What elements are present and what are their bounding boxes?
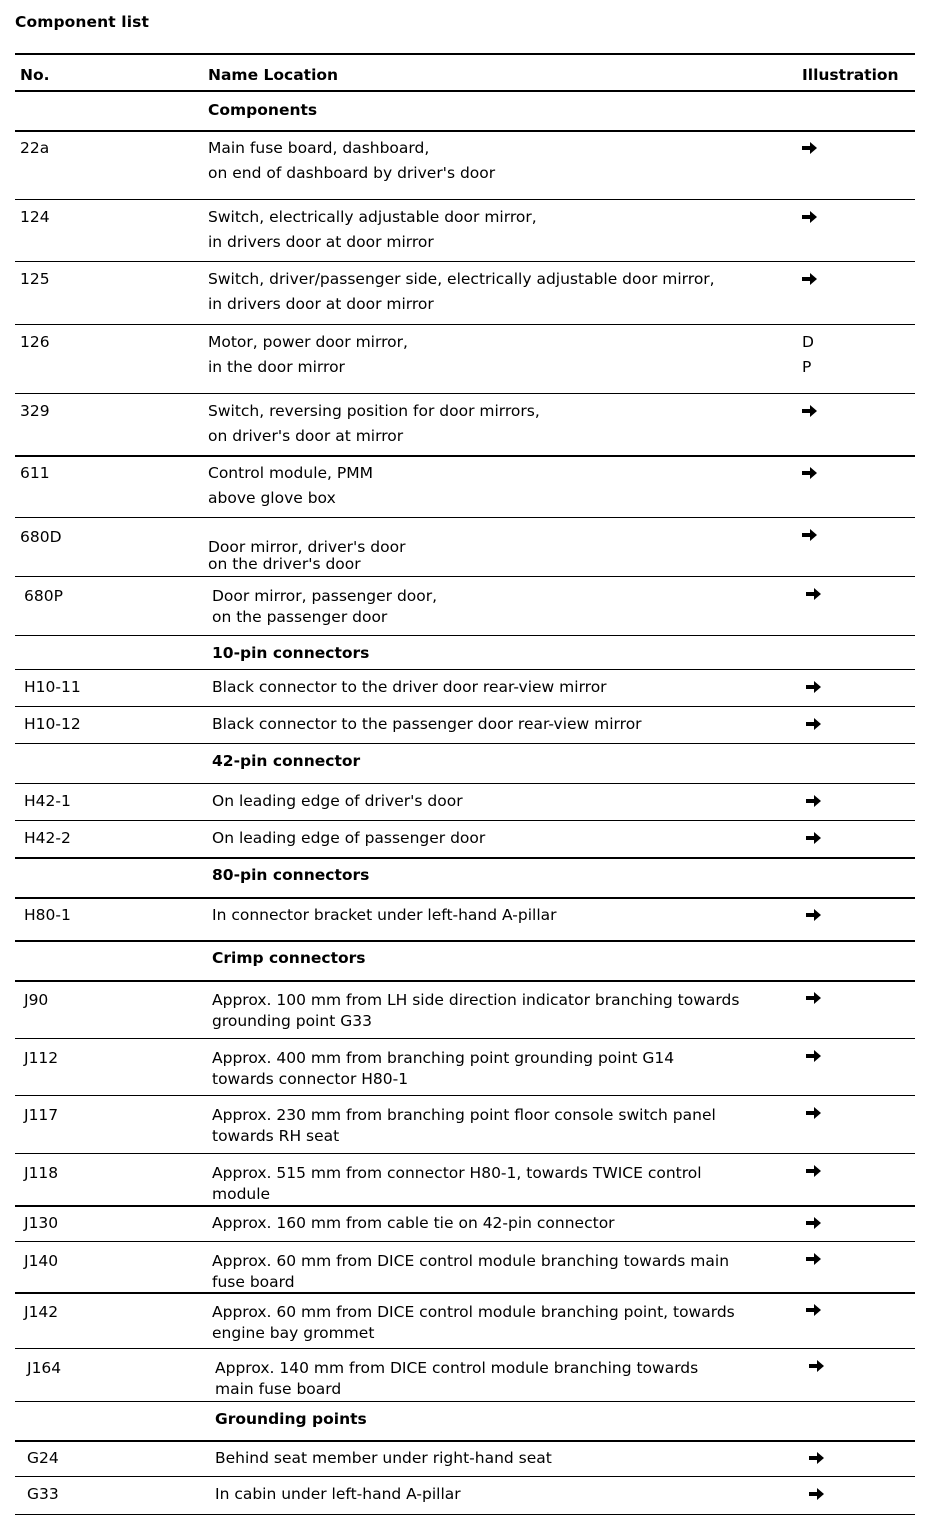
right-arrow-icon[interactable] <box>809 1449 825 1461</box>
name-location-line: On leading edge of passenger door <box>212 829 486 847</box>
row-divider <box>15 90 915 92</box>
name-location-line: fuse board <box>212 1273 295 1291</box>
section-heading: Components <box>208 101 318 119</box>
name-location-line: module <box>212 1185 271 1203</box>
row-divider <box>15 261 915 262</box>
right-arrow-icon[interactable] <box>809 1357 825 1369</box>
name-location-line: Approx. 160 mm from cable tie on 42-pin connector <box>212 1214 615 1232</box>
section-heading: Grounding points <box>215 1410 367 1428</box>
component-number: G24 <box>27 1449 59 1467</box>
name-location-line: on end of dashboard by driver's door <box>208 164 496 182</box>
right-arrow-icon[interactable] <box>802 139 818 151</box>
right-arrow-icon[interactable] <box>802 270 818 282</box>
name-location-line: Control module, PMM <box>208 464 373 482</box>
section-heading: Crimp connectors <box>212 949 366 967</box>
name-location-line: On leading edge of driver's door <box>212 792 463 810</box>
row-divider <box>15 199 915 200</box>
right-arrow-icon[interactable] <box>806 829 822 841</box>
right-arrow-icon[interactable] <box>806 585 822 597</box>
name-location-line: towards RH seat <box>212 1127 340 1145</box>
row-divider <box>15 857 915 859</box>
name-location-line: Door mirror, driver's door <box>208 538 406 556</box>
row-divider <box>15 1095 915 1096</box>
name-location-line: above glove box <box>208 489 336 507</box>
illustration-link-p[interactable]: P <box>802 358 812 376</box>
component-number: J164 <box>27 1359 62 1377</box>
name-location-line: on the driver's door <box>208 555 361 573</box>
name-location-line: Approx. 230 mm from branching point floor console switch panel <box>212 1106 716 1124</box>
component-number: H80-1 <box>24 906 71 924</box>
component-number: 680D <box>20 528 62 546</box>
row-divider <box>15 1476 915 1477</box>
component-number: J117 <box>24 1106 59 1124</box>
row-divider <box>15 130 915 132</box>
component-number: 329 <box>20 402 50 420</box>
name-location-line: Main fuse board, dashboard, <box>208 139 430 157</box>
component-number: J140 <box>24 1252 59 1270</box>
component-number: H42-1 <box>24 792 71 810</box>
name-location-line: Black connector to the passenger door rear-view mirror <box>212 715 642 733</box>
right-arrow-icon[interactable] <box>809 1485 825 1497</box>
row-divider <box>15 1241 915 1242</box>
name-location-line: Approx. 60 mm from DICE control module branching point, towards <box>212 1303 735 1321</box>
name-location-line: Black connector to the driver door rear-view mirror <box>212 678 607 696</box>
component-number: 611 <box>20 464 50 482</box>
right-arrow-icon[interactable] <box>806 1250 822 1262</box>
row-divider <box>15 1153 915 1154</box>
right-arrow-icon[interactable] <box>802 208 818 220</box>
right-arrow-icon[interactable] <box>806 678 822 690</box>
name-location-line: Switch, reversing position for door mirrors, <box>208 402 540 420</box>
component-number: H10-12 <box>24 715 81 733</box>
name-location-line: Switch, driver/passenger side, electrically adjustable door mirror, <box>208 270 715 288</box>
right-arrow-icon[interactable] <box>806 906 822 918</box>
right-arrow-icon[interactable] <box>806 1162 822 1174</box>
name-location-line: Approx. 60 mm from DICE control module branching towards main <box>212 1252 730 1270</box>
row-divider <box>15 455 915 457</box>
name-location-line: in drivers door at door mirror <box>208 233 434 251</box>
row-divider <box>15 1038 915 1039</box>
column-header-name-location: Name Location <box>208 66 339 84</box>
row-divider <box>15 706 915 707</box>
row-divider <box>15 897 915 899</box>
row-divider <box>15 743 915 744</box>
row-divider <box>15 820 915 821</box>
name-location-line: engine bay grommet <box>212 1324 375 1342</box>
name-location-line: In connector bracket under left-hand A-pillar <box>212 906 557 924</box>
name-location-line: grounding point G33 <box>212 1012 372 1030</box>
right-arrow-icon[interactable] <box>806 1214 822 1226</box>
row-divider <box>15 576 915 577</box>
row-divider <box>15 1348 915 1349</box>
row-divider <box>15 324 915 325</box>
component-number: J118 <box>24 1164 59 1182</box>
name-location-line: towards connector H80-1 <box>212 1070 409 1088</box>
component-number: H42-2 <box>24 829 71 847</box>
row-divider <box>15 1292 915 1294</box>
component-number: H10-11 <box>24 678 81 696</box>
column-header-no: No. <box>20 66 50 84</box>
page-title: Component list <box>15 13 149 31</box>
name-location-line: Behind seat member under right-hand seat <box>215 1449 552 1467</box>
section-heading: 10-pin connectors <box>212 644 370 662</box>
row-divider <box>15 940 915 942</box>
component-number: J142 <box>24 1303 59 1321</box>
right-arrow-icon[interactable] <box>806 1301 822 1313</box>
right-arrow-icon[interactable] <box>806 1104 822 1116</box>
name-location-line: Door mirror, passenger door, <box>212 587 438 605</box>
row-divider <box>15 783 915 784</box>
row-divider <box>15 635 915 636</box>
column-header-illustration: Illustration <box>802 66 899 84</box>
row-divider <box>15 980 915 982</box>
row-divider <box>15 1205 915 1207</box>
component-number: 22a <box>20 139 50 157</box>
right-arrow-icon[interactable] <box>802 464 818 476</box>
row-divider <box>15 1401 915 1402</box>
name-location-line: Approx. 140 mm from DICE control module branching towards <box>215 1359 699 1377</box>
component-number: G33 <box>27 1485 59 1503</box>
name-location-line: main fuse board <box>215 1380 342 1398</box>
right-arrow-icon[interactable] <box>806 989 822 1001</box>
name-location-line: in the door mirror <box>208 358 345 376</box>
row-divider <box>15 53 915 55</box>
right-arrow-icon[interactable] <box>806 792 822 804</box>
row-divider <box>15 393 915 394</box>
name-location-line: on the passenger door <box>212 608 388 626</box>
component-number: 125 <box>20 270 50 288</box>
right-arrow-icon[interactable] <box>806 715 822 727</box>
name-location-line: Approx. 400 mm from branching point grounding point G14 <box>212 1049 675 1067</box>
section-heading: 80-pin connectors <box>212 866 370 884</box>
right-arrow-icon[interactable] <box>802 402 818 414</box>
component-number: 680P <box>24 587 63 605</box>
name-location-line: on driver's door at mirror <box>208 427 404 445</box>
component-number: J112 <box>24 1049 59 1067</box>
component-number: J130 <box>24 1214 59 1232</box>
name-location-line: Switch, electrically adjustable door mirror, <box>208 208 537 226</box>
right-arrow-icon[interactable] <box>806 1047 822 1059</box>
illustration-link-d[interactable]: D <box>802 333 814 351</box>
component-number: J90 <box>24 991 49 1009</box>
name-location-line: In cabin under left-hand A-pillar <box>215 1485 461 1503</box>
name-location-line: Motor, power door mirror, <box>208 333 408 351</box>
name-location-line: Approx. 100 mm from LH side direction indicator branching towards <box>212 991 740 1009</box>
row-divider <box>15 669 915 670</box>
section-heading: 42-pin connector <box>212 752 361 770</box>
component-number: 124 <box>20 208 50 226</box>
right-arrow-icon[interactable] <box>802 526 818 538</box>
row-divider <box>15 1514 915 1515</box>
name-location-line: Approx. 515 mm from connector H80-1, towards TWICE control <box>212 1164 702 1182</box>
name-location-line: in drivers door at door mirror <box>208 295 434 313</box>
row-divider <box>15 1440 915 1442</box>
row-divider <box>15 517 915 518</box>
component-number: 126 <box>20 333 50 351</box>
